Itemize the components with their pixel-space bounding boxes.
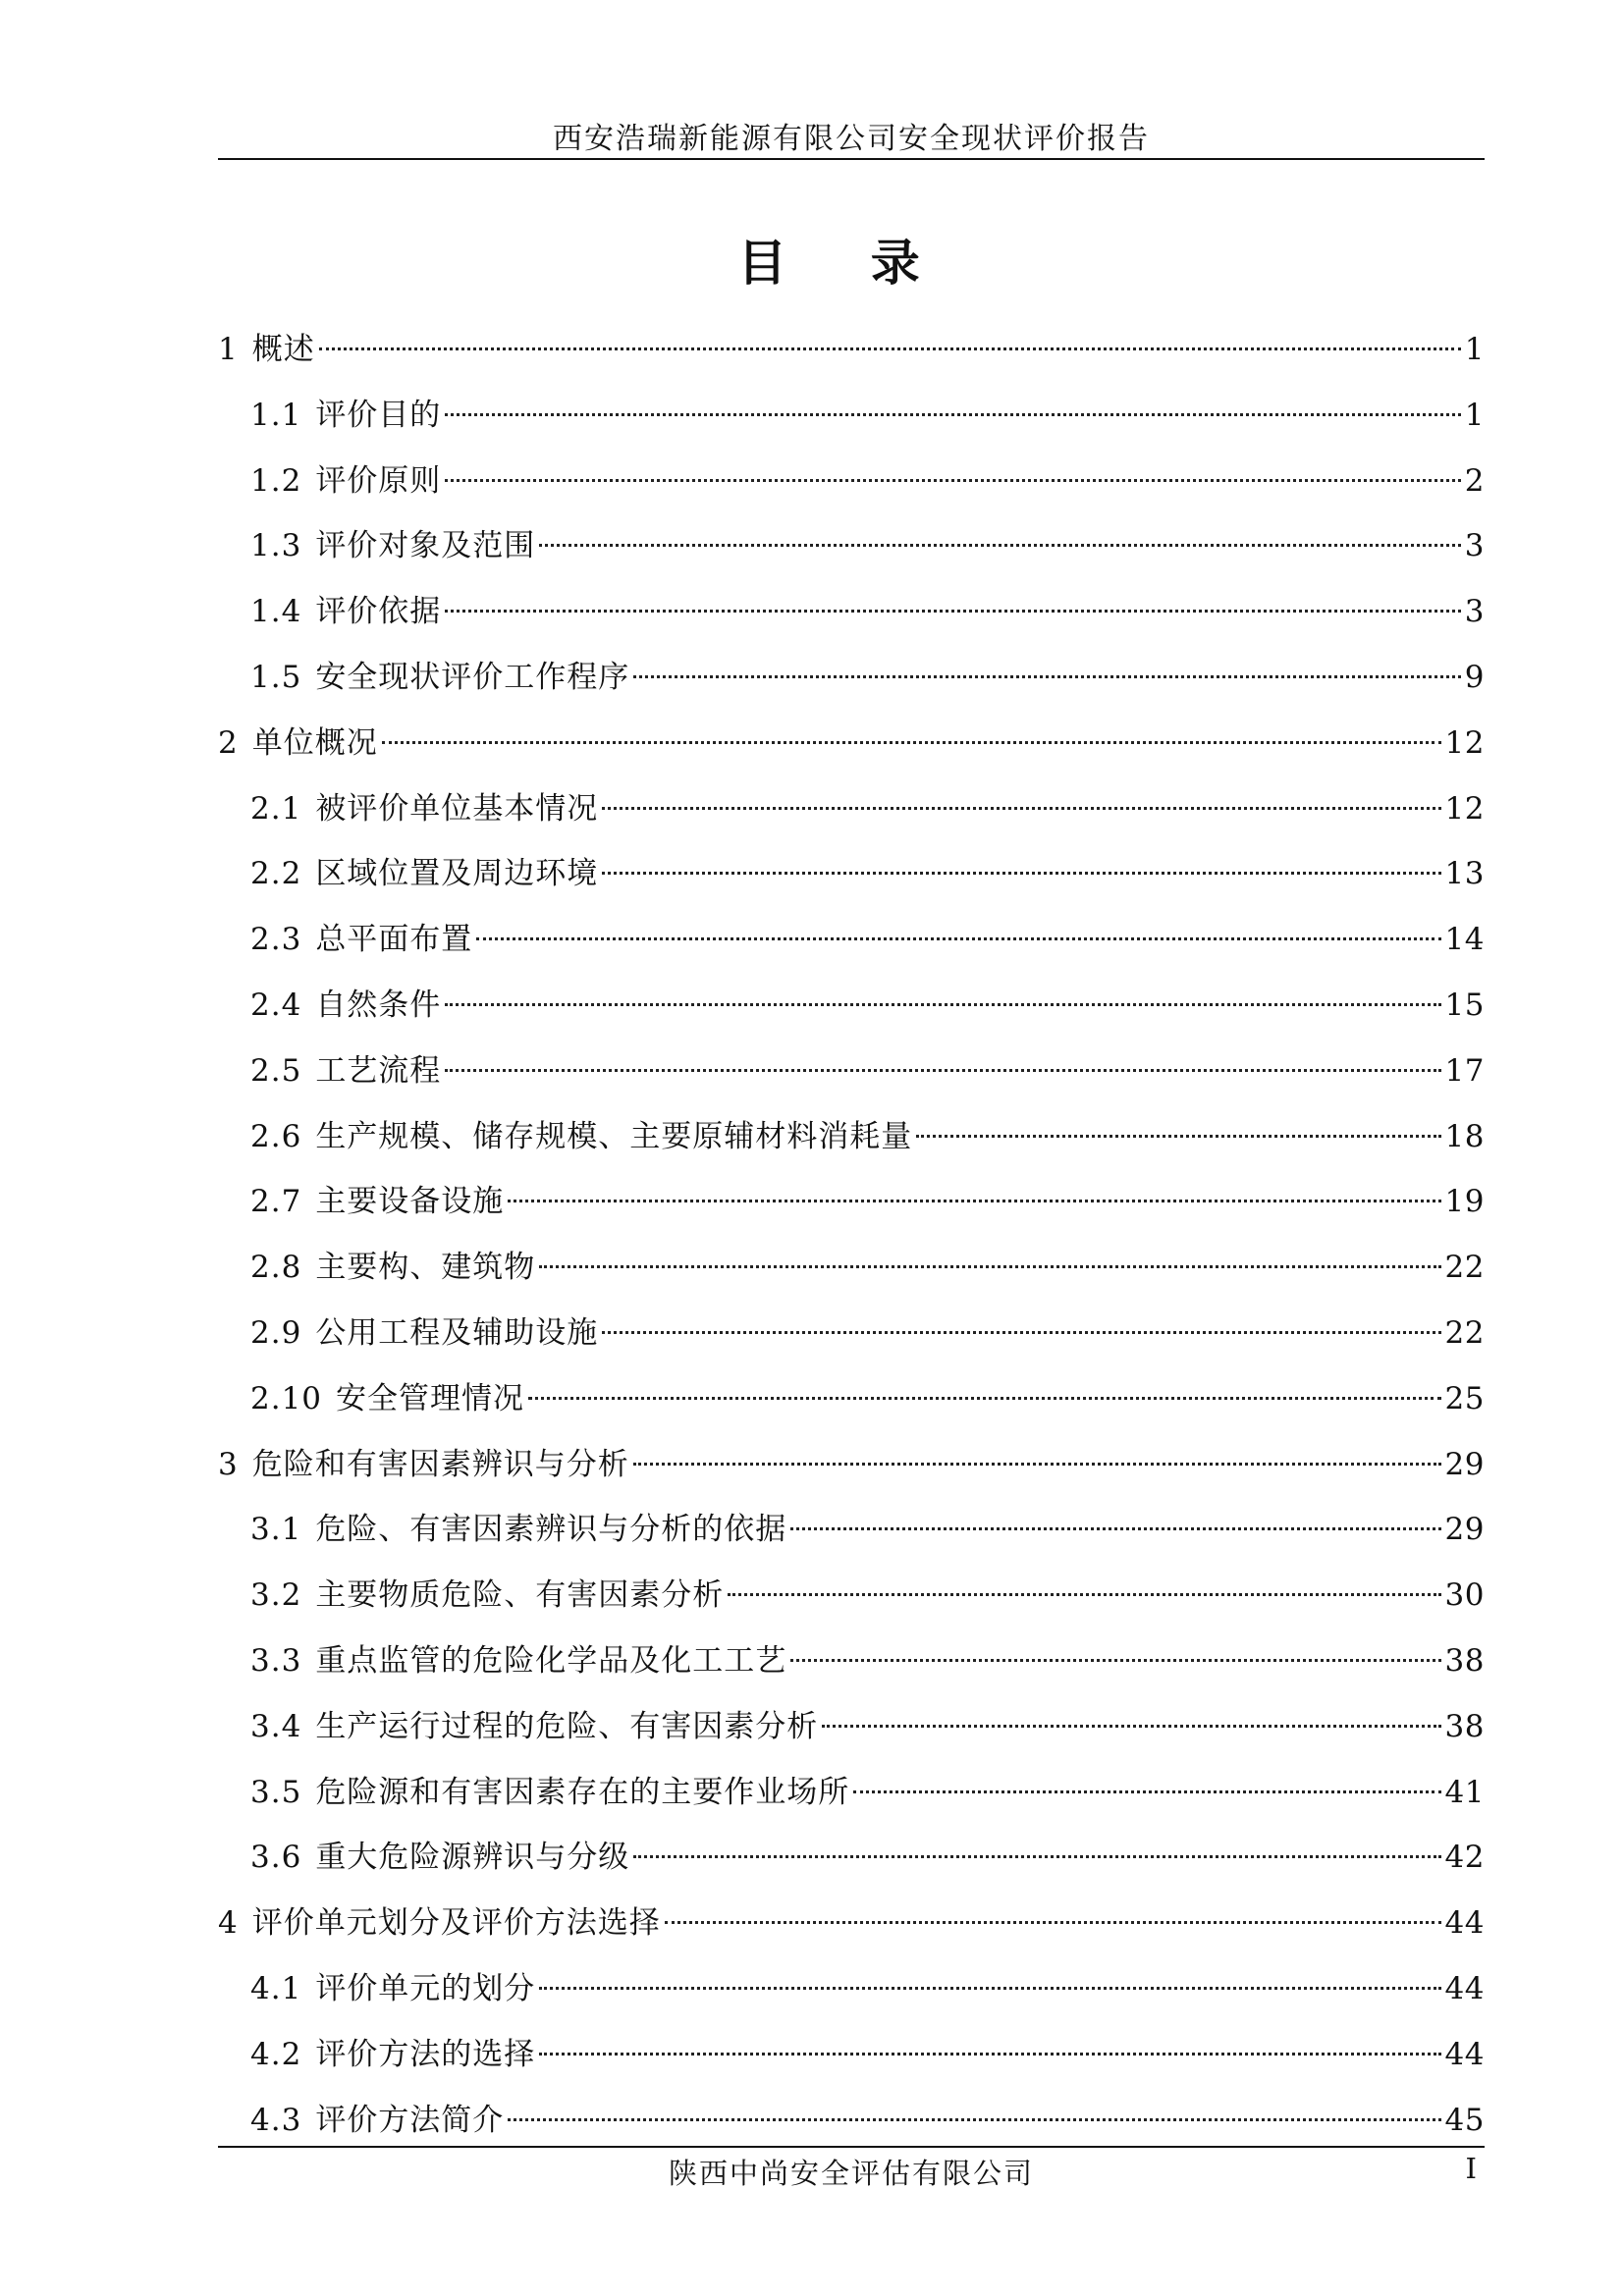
toc-dot-leader: [445, 479, 1460, 482]
toc-section-entry[interactable]: [218, 579, 1485, 645]
toc-entry-page: 42: [1444, 1840, 1485, 1876]
toc-entry-page: 18: [1444, 1118, 1485, 1154]
toc-entry-label: 评价方法的选择: [315, 2036, 536, 2072]
toc-entry-number: 4.2: [250, 2036, 302, 2072]
toc-section-entry[interactable]: [218, 1104, 1485, 1170]
toc-entry-page: 29: [1444, 1446, 1485, 1482]
footer-organization: 陕西中尚安全评估有限公司: [668, 2157, 1034, 2190]
toc-section-entry[interactable]: [218, 513, 1485, 579]
toc-chapter-entry[interactable]: [218, 711, 1485, 776]
toc-entry-label: 安全现状评价工作程序: [315, 659, 630, 695]
toc-chapter-entry[interactable]: [218, 317, 1485, 383]
toc-entry-number: 2.2: [250, 856, 302, 892]
toc-entry-page: 30: [1444, 1577, 1485, 1614]
toc-entry-number: 3.6: [250, 1840, 302, 1876]
toc-section-entry[interactable]: [218, 1169, 1485, 1235]
toc-entry-label: 评价单元的划分: [315, 1970, 536, 2006]
toc-entry-number: 4: [218, 1905, 239, 1942]
toc-section-entry[interactable]: [218, 1039, 1485, 1104]
toc-entry-label: 评价依据: [315, 594, 442, 630]
toc-entry-page: 9: [1464, 659, 1485, 695]
toc-entry-label: 危险源和有害因素存在的主要作业场所: [315, 1774, 850, 1810]
toc-dot-leader: [382, 741, 1441, 744]
toc-section-entry[interactable]: [218, 776, 1485, 842]
toc-dot-leader: [633, 1855, 1440, 1858]
toc-dot-leader: [822, 1725, 1440, 1728]
toc-dot-leader: [728, 1593, 1440, 1596]
toc-section-entry[interactable]: [218, 1301, 1485, 1366]
toc-entry-number: 1: [218, 332, 239, 367]
toc-entry-number: 2.3: [250, 922, 302, 958]
page-title: 目 录: [737, 234, 953, 292]
toc-entry-label: 生产规模、储存规模、主要原辅材料消耗量: [315, 1118, 913, 1154]
toc-section-entry[interactable]: [218, 841, 1485, 907]
toc-chapter-entry[interactable]: [218, 1432, 1485, 1498]
toc-entry-page: 12: [1444, 724, 1485, 761]
toc-entry-label: 公用工程及辅助设施: [315, 1314, 599, 1351]
toc-entry-number: 3.1: [250, 1512, 302, 1548]
toc-entry-page: 38: [1444, 1708, 1485, 1744]
toc-entry-label: 单位概况: [251, 724, 378, 761]
toc-entry-page: 15: [1444, 987, 1485, 1023]
toc-entry-number: 2.6: [250, 1118, 302, 1154]
toc-dot-leader: [633, 1463, 1441, 1466]
toc-dot-leader: [476, 937, 1440, 940]
toc-entry-label: 主要物质危险、有害因素分析: [315, 1577, 725, 1614]
toc-entry-number: 2.7: [250, 1184, 302, 1220]
toc-entry-page: 13: [1444, 856, 1485, 892]
toc-dot-leader: [539, 2053, 1440, 2056]
toc-entry-page: 22: [1444, 1314, 1485, 1351]
toc-entry-label: 主要设备设施: [315, 1184, 505, 1220]
toc-entry-number: 2.1: [250, 790, 302, 827]
toc-entry-page: 44: [1444, 1905, 1485, 1942]
toc-entry-label: 危险、有害因素辨识与分析的依据: [315, 1512, 787, 1548]
toc-entry-number: 2.9: [250, 1314, 302, 1351]
toc-dot-leader: [602, 807, 1440, 810]
toc-section-entry[interactable]: [218, 2088, 1485, 2154]
toc-entry-page: 45: [1444, 2102, 1485, 2138]
footer-page-number: I: [1465, 2152, 1477, 2185]
toc-entry-number: 2.8: [250, 1250, 302, 1286]
toc-dot-leader: [633, 675, 1460, 678]
toc-entry-number: 3: [218, 1446, 239, 1482]
toc-entry-label: 概述: [251, 332, 315, 367]
toc-entry-page: 3: [1464, 528, 1485, 564]
toc-dot-leader: [790, 1659, 1440, 1662]
toc-entry-number: 2.10: [250, 1380, 323, 1416]
toc-entry-label: 被评价单位基本情况: [315, 790, 599, 827]
toc-entry-number: 1.4: [250, 594, 302, 630]
toc-dot-leader: [539, 544, 1460, 547]
toc-section-entry[interactable]: [218, 383, 1485, 449]
toc-section-entry[interactable]: [218, 1629, 1485, 1694]
toc-dot-leader: [665, 1921, 1441, 1924]
toc-entry-page: 3: [1464, 594, 1485, 630]
toc-entry-number: 4.1: [250, 1970, 302, 2006]
toc-entry-label: 安全管理情况: [336, 1380, 525, 1416]
toc-entry-page: 38: [1444, 1642, 1485, 1679]
toc-dot-leader: [539, 1987, 1440, 1990]
toc-entry-label: 生产运行过程的危险、有害因素分析: [315, 1708, 819, 1744]
running-footer: [218, 2152, 1485, 2191]
toc-entry-page: 41: [1444, 1774, 1485, 1810]
toc-dot-leader: [790, 1527, 1440, 1530]
toc-section-entry[interactable]: [218, 973, 1485, 1039]
toc-dot-leader: [602, 872, 1440, 875]
toc-entry-label: 总平面布置: [315, 922, 473, 958]
toc-dot-leader: [853, 1790, 1440, 1793]
toc-dot-leader: [539, 1265, 1440, 1268]
toc-section-entry[interactable]: [218, 1825, 1485, 1891]
toc-entry-number: 3.2: [250, 1577, 302, 1614]
header-rule: [218, 158, 1485, 160]
toc-entry-page: 12: [1444, 790, 1485, 827]
toc-entry-label: 评价对象及范围: [315, 528, 536, 564]
toc-dot-leader: [445, 610, 1460, 613]
toc-entry-label: 危险和有害因素辨识与分析: [251, 1446, 629, 1482]
toc-entry-page: 1: [1464, 397, 1485, 433]
toc-entry-number: 4.3: [250, 2102, 302, 2138]
toc-entry-number: 3.4: [250, 1708, 302, 1744]
toc-entry-number: 2.4: [250, 987, 302, 1023]
toc-dot-leader: [445, 1069, 1440, 1072]
toc-entry-page: 44: [1444, 2036, 1485, 2072]
toc-entry-page: 22: [1444, 1250, 1485, 1286]
toc-dot-leader: [319, 347, 1461, 350]
toc-dot-leader: [528, 1397, 1441, 1400]
toc-entry-number: 3.3: [250, 1642, 302, 1679]
toc-section-entry[interactable]: [218, 1760, 1485, 1826]
toc-section-entry[interactable]: [218, 449, 1485, 514]
toc-chapter-entry[interactable]: [218, 1891, 1485, 1956]
toc-entry-label: 自然条件: [315, 987, 442, 1023]
toc-entry-label: 重大危险源辨识与分级: [315, 1840, 630, 1876]
toc-dot-leader: [445, 1003, 1440, 1006]
toc-entry-number: 1.5: [250, 659, 302, 695]
toc-dot-leader: [508, 2118, 1440, 2121]
toc-entry-label: 评价单元划分及评价方法选择: [251, 1905, 661, 1942]
toc-entry-number: 2: [218, 724, 239, 761]
toc-entry-label: 评价方法简介: [315, 2102, 505, 2138]
toc-entry-label: 工艺流程: [315, 1052, 442, 1089]
toc-dot-leader: [508, 1200, 1440, 1202]
toc-section-entry[interactable]: [218, 1563, 1485, 1629]
footer-rule: [218, 2146, 1485, 2148]
toc-entry-page: 2: [1464, 462, 1485, 499]
toc-section-entry[interactable]: [218, 2022, 1485, 2088]
toc-entry-number: 1.3: [250, 528, 302, 564]
toc-entry-number: 1.2: [250, 462, 302, 499]
toc-section-entry[interactable]: [218, 1497, 1485, 1563]
toc-entry-label: 区域位置及周边环境: [315, 856, 599, 892]
toc-entry-label: 评价原则: [315, 462, 442, 499]
toc-section-entry[interactable]: [218, 1366, 1485, 1432]
table-of-contents: [218, 317, 1485, 2153]
toc-entry-page: 17: [1444, 1052, 1485, 1089]
toc-entry-number: 2.5: [250, 1052, 302, 1089]
toc-entry-page: 29: [1444, 1512, 1485, 1548]
toc-section-entry[interactable]: [218, 1956, 1485, 2022]
toc-dot-leader: [445, 413, 1460, 416]
toc-dot-leader: [916, 1135, 1440, 1138]
toc-entry-page: 14: [1444, 922, 1485, 958]
toc-dot-leader: [602, 1331, 1440, 1334]
toc-entry-page: 1: [1464, 332, 1485, 367]
toc-entry-number: 1.1: [250, 397, 302, 433]
toc-entry-label: 评价目的: [315, 397, 442, 433]
running-header: 西安浩瑞新能源有限公司安全现状评价报告: [553, 122, 1150, 156]
toc-entry-page: 19: [1444, 1184, 1485, 1220]
toc-entry-page: 44: [1444, 1970, 1485, 2006]
toc-entry-label: 主要构、建筑物: [315, 1250, 536, 1286]
toc-entry-label: 重点监管的危险化学品及化工工艺: [315, 1642, 787, 1679]
toc-section-entry[interactable]: [218, 907, 1485, 973]
toc-entry-number: 3.5: [250, 1774, 302, 1810]
toc-section-entry[interactable]: [218, 645, 1485, 711]
toc-section-entry[interactable]: [218, 1694, 1485, 1760]
toc-section-entry[interactable]: [218, 1235, 1485, 1301]
toc-entry-page: 25: [1444, 1380, 1485, 1416]
